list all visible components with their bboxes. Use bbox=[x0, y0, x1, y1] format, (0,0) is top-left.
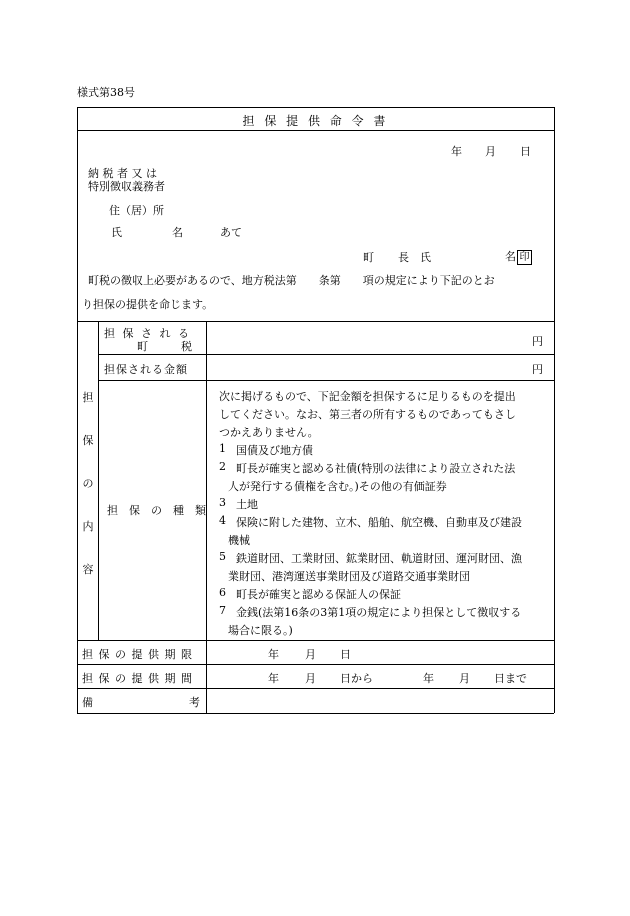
frame-right bbox=[554, 107, 555, 713]
amount-unit: 円 bbox=[532, 363, 543, 376]
period-year-1: 年 bbox=[268, 672, 279, 685]
name-label-1: 氏 bbox=[111, 226, 122, 239]
period-year-2: 年 bbox=[423, 672, 434, 685]
section-label-char: 容 bbox=[82, 563, 94, 576]
type-item-text: 国債及び地方債 bbox=[236, 444, 313, 457]
deadline-day: 日 bbox=[340, 648, 351, 661]
tax-label-2: 町 税 bbox=[137, 340, 192, 353]
type-intro-line: 次に掲げるもので、下記金額を担保するに足りるものを提出 bbox=[219, 390, 516, 403]
row-divider-content bbox=[77, 640, 554, 641]
ate-label: あて bbox=[220, 226, 242, 239]
frame-bottom bbox=[77, 713, 554, 714]
header-divider bbox=[77, 321, 554, 322]
section-label-char: 保 bbox=[82, 434, 94, 447]
date-day: 日 bbox=[520, 145, 531, 158]
type-item-text: 町長が確実と認める社債(特別の法律により設立された法 bbox=[236, 462, 516, 475]
addressee-line-2: 特別徴収義務者 bbox=[88, 180, 165, 193]
addressee-line-1: 納 税 者 又 は bbox=[88, 167, 157, 180]
seal-mark: 印 bbox=[517, 250, 532, 265]
issuer-name-char: 名 bbox=[505, 250, 516, 263]
type-intro-line: つかえありません。 bbox=[219, 426, 319, 439]
type-item-cont: 人が発行する債権を含む。)その他の有価証券 bbox=[228, 480, 447, 493]
period-month-2: 月 bbox=[459, 672, 470, 685]
type-item-number: 5 bbox=[219, 550, 226, 563]
title-divider bbox=[77, 130, 554, 131]
row-divider-period bbox=[77, 688, 554, 689]
remarks-label-2: 考 bbox=[189, 696, 200, 709]
type-item-number: 2 bbox=[219, 460, 226, 473]
form-number: 様式第38号 bbox=[77, 86, 135, 99]
issuer-shi: 氏 bbox=[420, 251, 431, 264]
type-item-number: 7 bbox=[219, 604, 226, 617]
type-item-text: 金銭(法第16条の3第1項の規定により担保として徴収する bbox=[236, 606, 522, 619]
frame-left bbox=[77, 107, 78, 713]
period-until: 日まで bbox=[494, 672, 527, 685]
remarks-label-1: 備 bbox=[82, 696, 93, 709]
section-label-char: 担 bbox=[82, 391, 94, 404]
deadline-month: 月 bbox=[305, 648, 316, 661]
type-item-number: 3 bbox=[219, 496, 226, 509]
frame-top bbox=[77, 107, 554, 108]
form-title: 担 保 提 供 命 令 書 bbox=[242, 114, 389, 128]
type-intro-line: してください。なお、第三者の所有するものであってもさし bbox=[219, 408, 516, 421]
type-item-text: 町長が確実と認める保証人の保証 bbox=[236, 588, 401, 601]
row-divider-amount bbox=[98, 380, 554, 381]
type-item-cont: 機械 bbox=[228, 534, 250, 547]
type-item-number: 6 bbox=[219, 586, 226, 599]
period-label: 担 保 の 提 供 期 間 bbox=[82, 672, 193, 685]
issuer-town: 町 bbox=[363, 251, 374, 264]
section-divider bbox=[98, 321, 99, 640]
date-month: 月 bbox=[485, 145, 496, 158]
type-item-cont: 場合に限る。) bbox=[228, 624, 293, 637]
type-item-text: 保険に附した建物、立木、船舶、航空機、自動車及び建設 bbox=[236, 516, 522, 529]
issuer-chief: 長 bbox=[398, 251, 409, 264]
period-month-1: 月 bbox=[305, 672, 316, 685]
deadline-label: 担 保 の 提 供 期 限 bbox=[82, 648, 193, 661]
issuer-name bbox=[505, 248, 532, 265]
section-label-char: の bbox=[82, 477, 94, 490]
tax-label-1: 担 保 さ れ る bbox=[104, 327, 191, 340]
type-label: 担 保 の 種 類 bbox=[107, 504, 206, 517]
period-from: 日から bbox=[340, 672, 373, 685]
type-item-number: 1 bbox=[219, 442, 226, 455]
body-line-1: 町税の徴収上必要があるので、地方税法第 条第 項の規定により下記のとお bbox=[88, 274, 495, 287]
type-item-cont: 業財団、港湾運送事業財団及び道路交通事業財団 bbox=[228, 570, 470, 583]
date-year: 年 bbox=[451, 145, 462, 158]
section-label-char: 内 bbox=[82, 520, 94, 533]
label-divider bbox=[206, 321, 207, 713]
type-item-text: 鉄道財団、工業財団、鉱業財団、軌道財団、運河財団、漁 bbox=[236, 552, 522, 565]
type-item-number: 4 bbox=[219, 514, 226, 527]
name-label-2: 名 bbox=[172, 226, 183, 239]
row-divider-deadline bbox=[77, 664, 554, 665]
address-label: 住（居）所 bbox=[109, 204, 164, 217]
type-item-text: 土地 bbox=[236, 498, 258, 511]
body-line-2: り担保の提供を命じます。 bbox=[82, 298, 214, 311]
tax-unit: 円 bbox=[532, 335, 543, 348]
row-divider-tax bbox=[98, 354, 554, 355]
amount-label: 担保される金額 bbox=[104, 363, 188, 376]
deadline-year: 年 bbox=[268, 648, 279, 661]
